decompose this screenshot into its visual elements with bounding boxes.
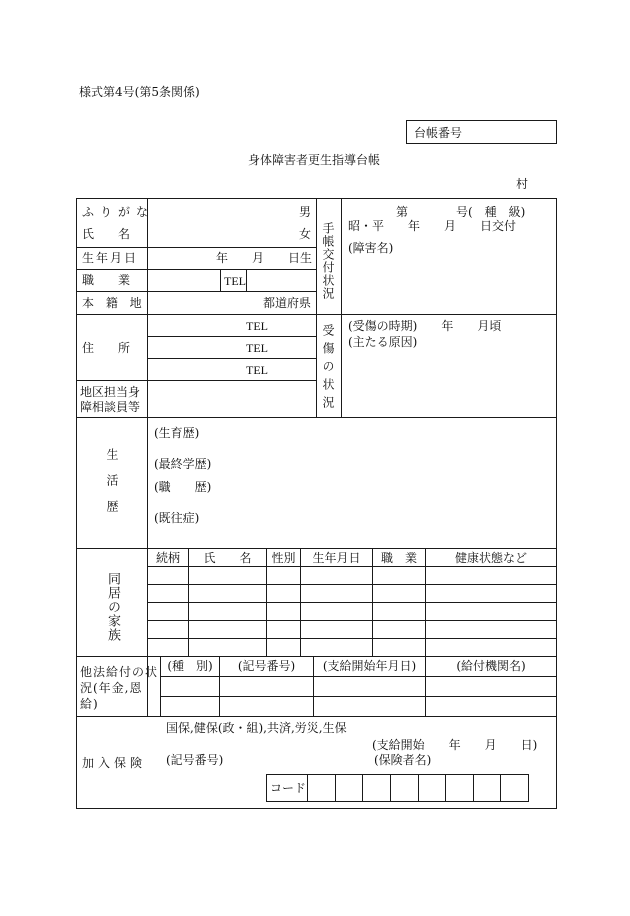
insurance-types[interactable]: 国保,健保(政・組),共済,労災,生保 [166,721,347,735]
family-col-sex: 性別 [271,551,296,565]
furigana-label: ふりがな [82,205,155,219]
page-title: 身体障害者更生指導台帳 [248,153,381,167]
handbook-status-label: 手帳交付状況 [321,222,335,300]
insurance-label: 加入保険 [82,756,147,770]
female-option[interactable]: 女 [299,227,312,241]
insurer-name-label: (保険者名) [374,753,432,767]
insurance-start[interactable]: (支給開始 年 月 日) [372,738,538,752]
name-label: 氏 名 [82,227,131,241]
family-col-name: 氏 名 [203,551,252,565]
ledger-number-label: 台帳番号 [414,126,463,140]
benefit-col-agency: (給付機関名) [456,659,526,673]
family-col-health: 健康状態など [454,551,527,565]
benefit-col-type: (種 別) [167,659,213,673]
injury-cause-label: (主たる原因) [348,335,418,349]
insurance-number-label: (記号番号) [166,753,224,767]
name-field[interactable] [150,201,314,245]
family-col-occupation: 職 業 [380,551,417,565]
occupation-label: 職 業 [82,273,131,287]
address-tel-2[interactable]: TEL [246,341,268,355]
birth-label: 生年月日 [82,251,139,265]
upbringing-label: (生育歴) [154,426,200,440]
prefecture-label[interactable]: 都道府県 [263,296,312,310]
handbook-number[interactable]: 第 号( 種 級) [396,205,526,219]
benefit-col-code: (記号番号) [237,659,296,673]
family-label: 同居の家族 [105,572,120,642]
address-tel-3[interactable]: TEL [246,363,268,377]
other-benefits-label: 他法給付の状況(年金,恩給) [80,665,159,711]
counselor-label: 地区担当身障相談員等 [80,385,141,414]
injury-status-label: 受傷の状況 [321,324,335,414]
family-col-birth: 生年月日 [312,551,361,565]
handbook-issue-date[interactable]: 昭・平 年 月 日交付 [348,219,517,233]
domicile-label: 本 籍 地 [82,296,146,310]
code-digit-fields[interactable] [308,775,528,801]
family-col-relation: 続柄 [155,551,180,565]
village-label: 村 [516,177,529,191]
injury-time[interactable]: (受傷の時期) 年 月頃 [348,319,502,333]
occupation-tel-label: TEL [224,274,246,288]
life-history-label: 生活歴 [105,448,119,526]
ledger-number-box[interactable] [406,120,557,144]
occupation-tel-field[interactable] [250,271,314,289]
address-tel-1[interactable]: TEL [246,319,268,333]
code-label: コード [270,781,307,795]
benefit-col-start: (支給開始年月日) [322,659,417,673]
disability-name-label: (障害名) [348,241,394,255]
birth-value[interactable]: 年 月 日生 [216,251,313,265]
education-label: (最終学歴) [154,457,212,471]
work-history-label: (職 歴) [154,480,212,494]
form-number: 様式第4号(第5条関係) [79,85,200,99]
address-label: 住 所 [82,341,131,355]
medical-history-label: (既往症) [154,511,200,525]
male-option[interactable]: 男 [299,205,312,219]
occupation-field[interactable] [150,271,218,289]
